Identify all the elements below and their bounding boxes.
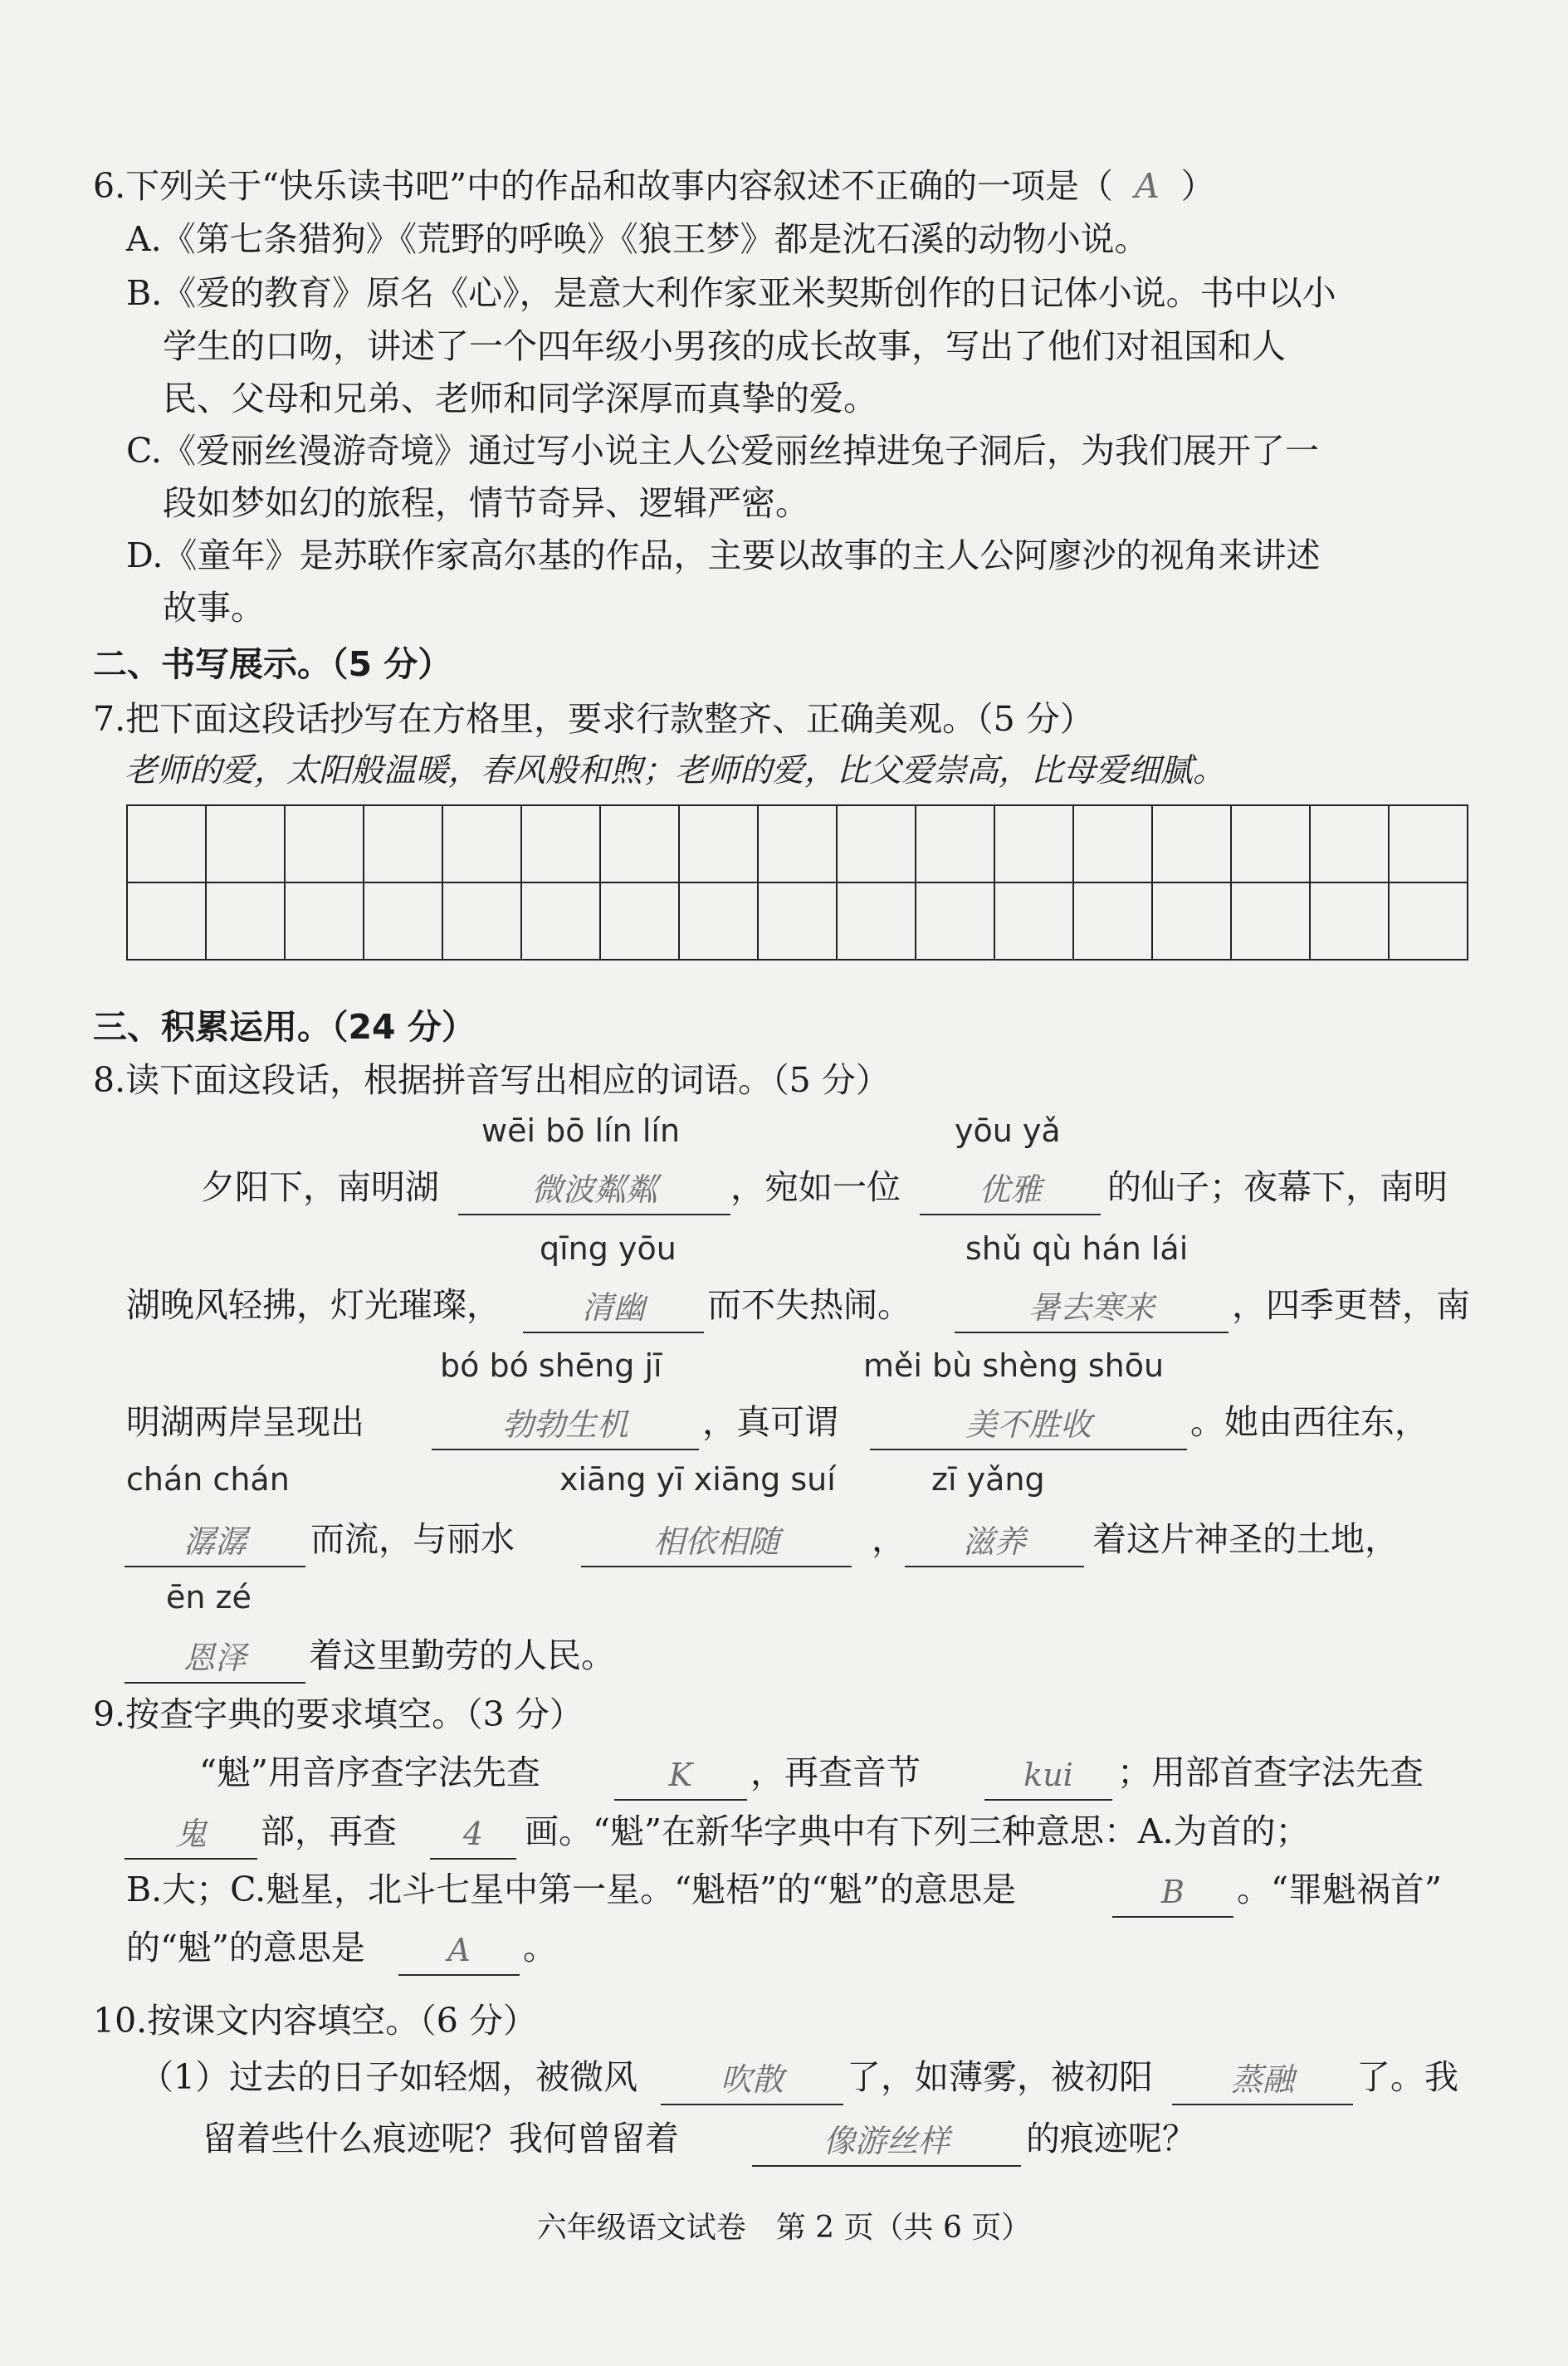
q8-blank-10[interactable]: 恩泽: [125, 1634, 305, 1684]
q6-option-d-cont: 故事。: [163, 588, 265, 628]
grid-cell[interactable]: [1310, 882, 1389, 960]
grid-cell[interactable]: [521, 805, 600, 882]
grid-cell[interactable]: [1152, 805, 1231, 882]
grid-cell[interactable]: [837, 882, 916, 960]
q9-text-5: 画。“魁”在新华字典中有下列三种意思：A.为首的；: [525, 1811, 1310, 1851]
q9-text-6: B.大；C.魁星，北斗七星中第一星。“魁梧”的“魁”的意思是: [126, 1870, 1016, 1909]
grid-cell[interactable]: [442, 805, 521, 882]
q8-blank-1[interactable]: 微波粼粼: [458, 1166, 730, 1215]
q6-option-d: D.《童年》是苏联作家高尔基的作品，主要以故事的主人公阿廖沙的视角来讲述: [126, 535, 1321, 575]
q8-stem: 8.读下面这段话，根据拼音写出相应的词语。（5 分）: [93, 1060, 890, 1100]
q9-stem: 9.按查字典的要求填空。（3 分）: [93, 1694, 584, 1734]
q10-blank-2[interactable]: 蒸融: [1172, 2056, 1353, 2105]
pinyin-boboshengji: bó bó shēng jī: [440, 1347, 662, 1384]
q9-text-4: 部，再查: [261, 1811, 397, 1851]
q8-text-1b: ，宛如一位: [730, 1167, 901, 1207]
grid-row-1: [127, 805, 1468, 882]
q9-text-3: ；用部首查字法先查: [1117, 1753, 1424, 1792]
q8-text-2c: ，四季更替，南: [1232, 1285, 1470, 1325]
q8-text-4a: 而流，与丽水: [310, 1519, 515, 1559]
grid-cell[interactable]: [1231, 805, 1310, 882]
pinyin-weibolinlin: wēi bō lín lín: [481, 1112, 681, 1149]
grid-cell[interactable]: [679, 882, 758, 960]
q10-text-1a: （1）过去的日子如轻烟，被微风: [139, 2057, 638, 2097]
q9-text-9: 。: [523, 1928, 557, 1968]
q9-blank-4[interactable]: 4: [430, 1810, 516, 1860]
grid-cell[interactable]: [600, 882, 679, 960]
q10-stem: 10.按课文内容填空。（6 分）: [93, 2001, 537, 2041]
pinyin-qingyou: qīng yōu: [540, 1230, 677, 1267]
q9-blank-6[interactable]: A: [398, 1926, 520, 1976]
q8-text-5a: 着这里勤劳的人民。: [309, 1635, 615, 1675]
grid-cell[interactable]: [994, 882, 1073, 960]
q8-text-1a: 夕阳下，南明湖: [201, 1167, 439, 1207]
q10-text-1c: 了。我: [1356, 2057, 1458, 2097]
pinyin-ziyang: zī yǎng: [931, 1461, 1045, 1498]
grid-cell[interactable]: [364, 882, 442, 960]
q6-option-c: C.《爱丽丝漫游奇境》通过写小说主人公爱丽丝掉进兔子洞后，为我们展开了一: [126, 431, 1319, 471]
grid-cell[interactable]: [206, 805, 285, 882]
grid-cell[interactable]: [758, 882, 837, 960]
q6-stem: 6.下列关于“快乐读书吧”中的作品和故事内容叙述不正确的一项是（ A ）: [93, 166, 1215, 206]
q9-text-8: 的“魁”的意思是: [126, 1928, 365, 1968]
q8-blank-7[interactable]: 潺潺: [125, 1518, 305, 1567]
q6-option-a: A.《第七条猎狗》《荒野的呼唤》《狼王梦》都是沈石溪的动物小说。: [126, 219, 1149, 259]
q8-blank-5[interactable]: 勃勃生机: [432, 1401, 699, 1450]
grid-cell[interactable]: [285, 882, 364, 960]
grid-cell[interactable]: [127, 882, 206, 960]
grid-cell[interactable]: [442, 882, 521, 960]
grid-cell[interactable]: [1389, 882, 1468, 960]
q8-text-4b: ，: [872, 1519, 906, 1559]
grid-cell[interactable]: [1152, 882, 1231, 960]
q6-answer: A: [1135, 166, 1160, 206]
q9-blank-1[interactable]: K: [614, 1751, 747, 1801]
pinyin-enze: ēn zé: [166, 1579, 252, 1616]
q8-text-4c: 着这片神圣的土地，: [1092, 1519, 1399, 1559]
pinyin-shuquhanlai: shǔ qù hán lái: [965, 1230, 1189, 1267]
q8-text-3c: 。她由西往东，: [1190, 1402, 1429, 1442]
q8-blank-4[interactable]: 暑去寒来: [955, 1283, 1229, 1333]
section-2-title: 二、书写展示。（5 分）: [93, 644, 452, 684]
pinyin-xiangyixiangsui: xiāng yī xiāng suí: [559, 1461, 836, 1498]
q10-blank-1[interactable]: 吹散: [661, 2056, 843, 2105]
q9-text-2: ，再查音节: [750, 1753, 921, 1792]
q7-stem: 7.把下面这段话抄写在方格里，要求行款整齐、正确美观。（5 分）: [93, 699, 1094, 739]
q6-option-b: B.《爱的教育》原名《心》，是意大利作家亚米契斯创作的日记体小说。书中以小: [126, 273, 1336, 313]
q8-blank-2[interactable]: 优雅: [920, 1166, 1101, 1215]
q9-blank-3[interactable]: 鬼: [125, 1810, 257, 1860]
writing-grid[interactable]: [126, 804, 1468, 961]
grid-cell[interactable]: [994, 805, 1073, 882]
grid-row-2: [127, 882, 1468, 960]
q8-blank-9[interactable]: 滋养: [905, 1518, 1084, 1567]
q8-text-2a: 湖晚风轻拂，灯光璀璨，: [126, 1285, 501, 1325]
pinyin-meibushengshou: měi bù shèng shōu: [863, 1347, 1165, 1384]
q8-text-1c: 的仙子；夜幕下，南明: [1107, 1167, 1448, 1207]
q6-option-c-cont: 段如梦如幻的旅程，情节奇异、逻辑严密。: [163, 483, 809, 523]
q6-option-b-cont1: 学生的口吻，讲述了一个四年级小男孩的成长故事，写出了他们对祖国和人: [163, 326, 1286, 366]
grid-cell[interactable]: [206, 882, 285, 960]
pinyin-youya: yōu yǎ: [955, 1112, 1061, 1149]
q8-blank-3[interactable]: 清幽: [523, 1283, 704, 1333]
grid-cell[interactable]: [600, 805, 679, 882]
pinyin-chanchan: chán chán: [126, 1461, 290, 1498]
q8-blank-8[interactable]: 相依相随: [581, 1518, 852, 1567]
grid-cell[interactable]: [837, 805, 916, 882]
q7-passage: 老师的爱，太阳般温暖，春风般和煦；老师的爱，比父爱崇高，比母爱细腻。: [125, 752, 1226, 789]
grid-cell[interactable]: [1073, 805, 1152, 882]
q10-text-1b: 了，如薄雾，被初阳: [847, 2057, 1153, 2097]
page-footer: 六年级语文试卷 第 2 页（共 6 页）: [536, 2211, 1032, 2245]
grid-cell[interactable]: [1389, 805, 1468, 882]
grid-cell[interactable]: [1310, 805, 1389, 882]
q8-blank-6[interactable]: 美不胜收: [870, 1401, 1187, 1450]
grid-cell[interactable]: [916, 882, 994, 960]
grid-cell[interactable]: [916, 805, 994, 882]
q9-blank-2[interactable]: kui: [984, 1751, 1112, 1801]
grid-cell[interactable]: [1073, 882, 1152, 960]
section-3-title: 三、积累运用。（24 分）: [93, 1007, 476, 1047]
q9-text-7: 。“罪魁祸首”: [1237, 1870, 1442, 1909]
grid-cell[interactable]: [758, 805, 837, 882]
q8-text-3a: 明湖两岸呈现出: [126, 1402, 364, 1442]
grid-cell[interactable]: [521, 882, 600, 960]
grid-cell[interactable]: [285, 805, 364, 882]
q8-text-3b: ，真可谓: [702, 1402, 838, 1442]
q8-text-2b: 而不失热闹。: [707, 1285, 911, 1325]
grid-cell[interactable]: [127, 805, 206, 882]
q9-text-1: “魁”用音序查字法先查: [199, 1753, 540, 1792]
grid-cell[interactable]: [364, 805, 442, 882]
q10-blank-3[interactable]: 像游丝样: [752, 2117, 1021, 2167]
grid-cell[interactable]: [679, 805, 758, 882]
q6-option-b-cont2: 民、父母和兄弟、老师和同学深厚而真挚的爱。: [163, 379, 877, 418]
q10-text-2b: 的痕迹呢？: [1026, 2119, 1196, 2158]
q10-text-2a: 留着些什么痕迹呢？我何曾留着: [203, 2119, 679, 2158]
grid-cell[interactable]: [1231, 882, 1310, 960]
q9-blank-5[interactable]: B: [1112, 1868, 1233, 1918]
